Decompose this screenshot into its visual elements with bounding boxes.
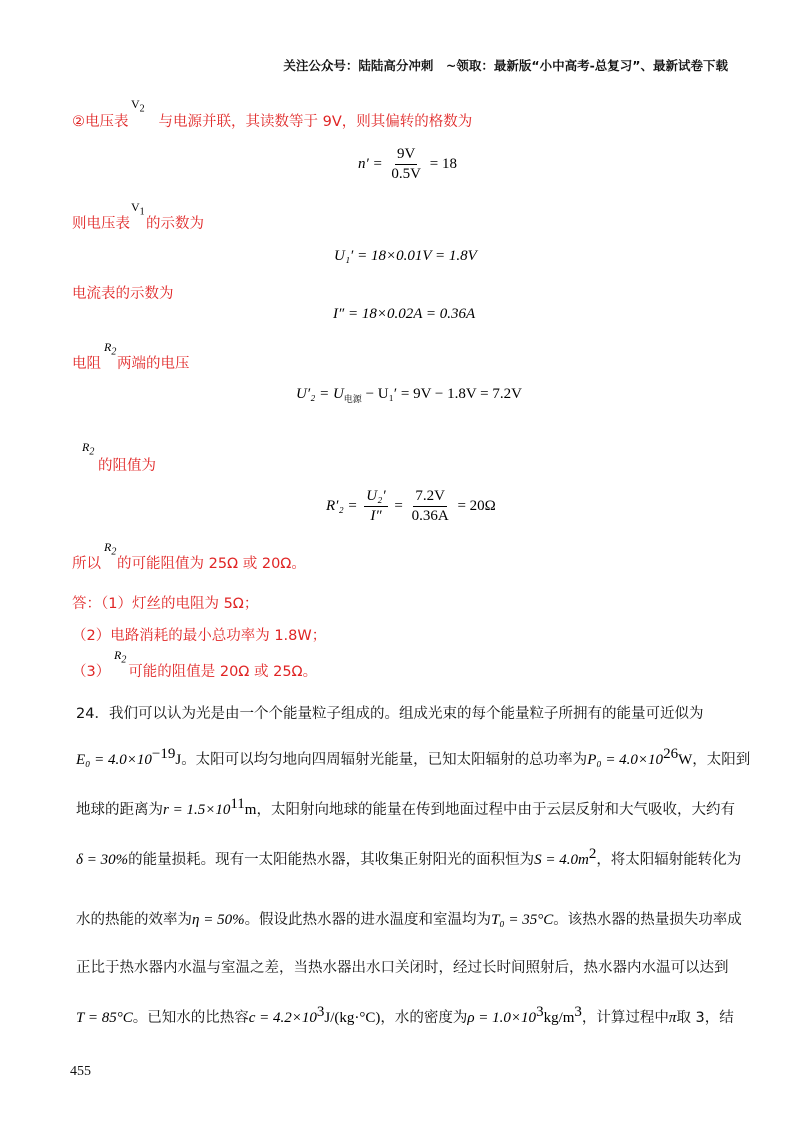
equation-u2: $U'_2 = U_{电源} - U_1' = 9V - 1.8V = 7.2V$ <box>296 386 522 404</box>
answer-1: 答：（1）灯丝的电阻为 5Ω； <box>72 596 259 612</box>
problem-24-line-1: 24．我们可以认为光是由一个个能量粒子组成的。组成光束的每个能量粒子所拥有的能量可近似为 <box>76 706 704 722</box>
symbol-r2: $R_2$ <box>82 440 95 458</box>
problem-24-line-3: 地球的距离为$r = 1.5\times 10^{11}m$，太阳射向地球的能量在传到地面过程中由于云层反射和大气吸收，大约有 <box>76 796 735 818</box>
equation-current: I″ = 18×0.02A = 0.36A <box>333 306 476 322</box>
solution-line-r2-voltage: 电阻 两端的电压 <box>72 356 190 372</box>
equation-u1: U₁′ = 18×0.01V = 1.8V <box>334 248 477 264</box>
equation-r2: R′₂ = $\frac{\text{U₂′}}{I''}$ = $\frac{7.2V}{0.36A}$ = 20Ω <box>326 488 496 524</box>
solution-line-r2-resistance: 的阻值为 <box>98 458 156 474</box>
symbol-r2: $R_2$ <box>114 648 127 666</box>
equation-deflection-count: n′ = $\frac{9V}{0.5V}$ = 18 <box>358 146 457 182</box>
solution-line-voltmeter-v1: 则电压表 的示数为 <box>72 216 204 232</box>
solution-line-ammeter: 电流表的示数为 <box>72 286 174 302</box>
problem-24-line-2: $E_0 = 4.0\times 10^{-19}J$。太阳可以均匀地向四周辐射光能量，已知太阳辐射的总功率为$P_0 = 4.0\times 10^{26}W$，太阳到 <box>76 746 751 768</box>
page-number: 455 <box>70 1064 91 1079</box>
symbol-r2: $R_2$ <box>104 340 117 358</box>
problem-24-line-4: δ = 30%的能量损耗。现有一太阳能热水器，其收集正射阳光的面积恒为$S = 4.0m^2$，将太阳辐射能转化为 <box>76 846 742 868</box>
problem-24-line-5: 水的热能的效率为η = 50%。假设此热水器的进水温度和室温均为T₀ = 35°C。该热水器的热量损失功率成 <box>76 912 742 928</box>
symbol-r2: $R_2$ <box>104 540 117 558</box>
solution-line-conclusion: 所以 的可能阻值为 25Ω 或 20Ω。 <box>72 556 306 572</box>
line-text: 与电源并联，其读数等于 9V，则其偏转的格数为 <box>158 114 473 130</box>
answer-3: （3） 可能的阻值是 20Ω 或 25Ω。 <box>72 664 318 680</box>
problem-24-line-7: T = 85°C。已知水的比热容$c = 4.2\times 10^3J/(kg\cdot^\circ C)$，水的密度为$\rho = 1.0\times 10^3kg/m^3$，计算过程中π取 3，结 <box>76 1004 734 1026</box>
problem-24-line-6: 正比于热水器内水温与室温之差，当热水器出水口关闭时，经过长时间照射后，热水器内水温可以达到 <box>76 960 729 976</box>
line-text: ②电压表 <box>72 114 129 130</box>
symbol-v2: $V_2$ <box>131 97 145 115</box>
symbol-v1: $V_1$ <box>131 200 145 218</box>
answer-2: （2）电路消耗的最小总功率为 1.8W； <box>72 628 327 644</box>
page-header: 关注公众号：陆陆高分冲刺 ~领取：最新版“小中高考-总复习”、最新试卷下载 <box>283 58 728 73</box>
